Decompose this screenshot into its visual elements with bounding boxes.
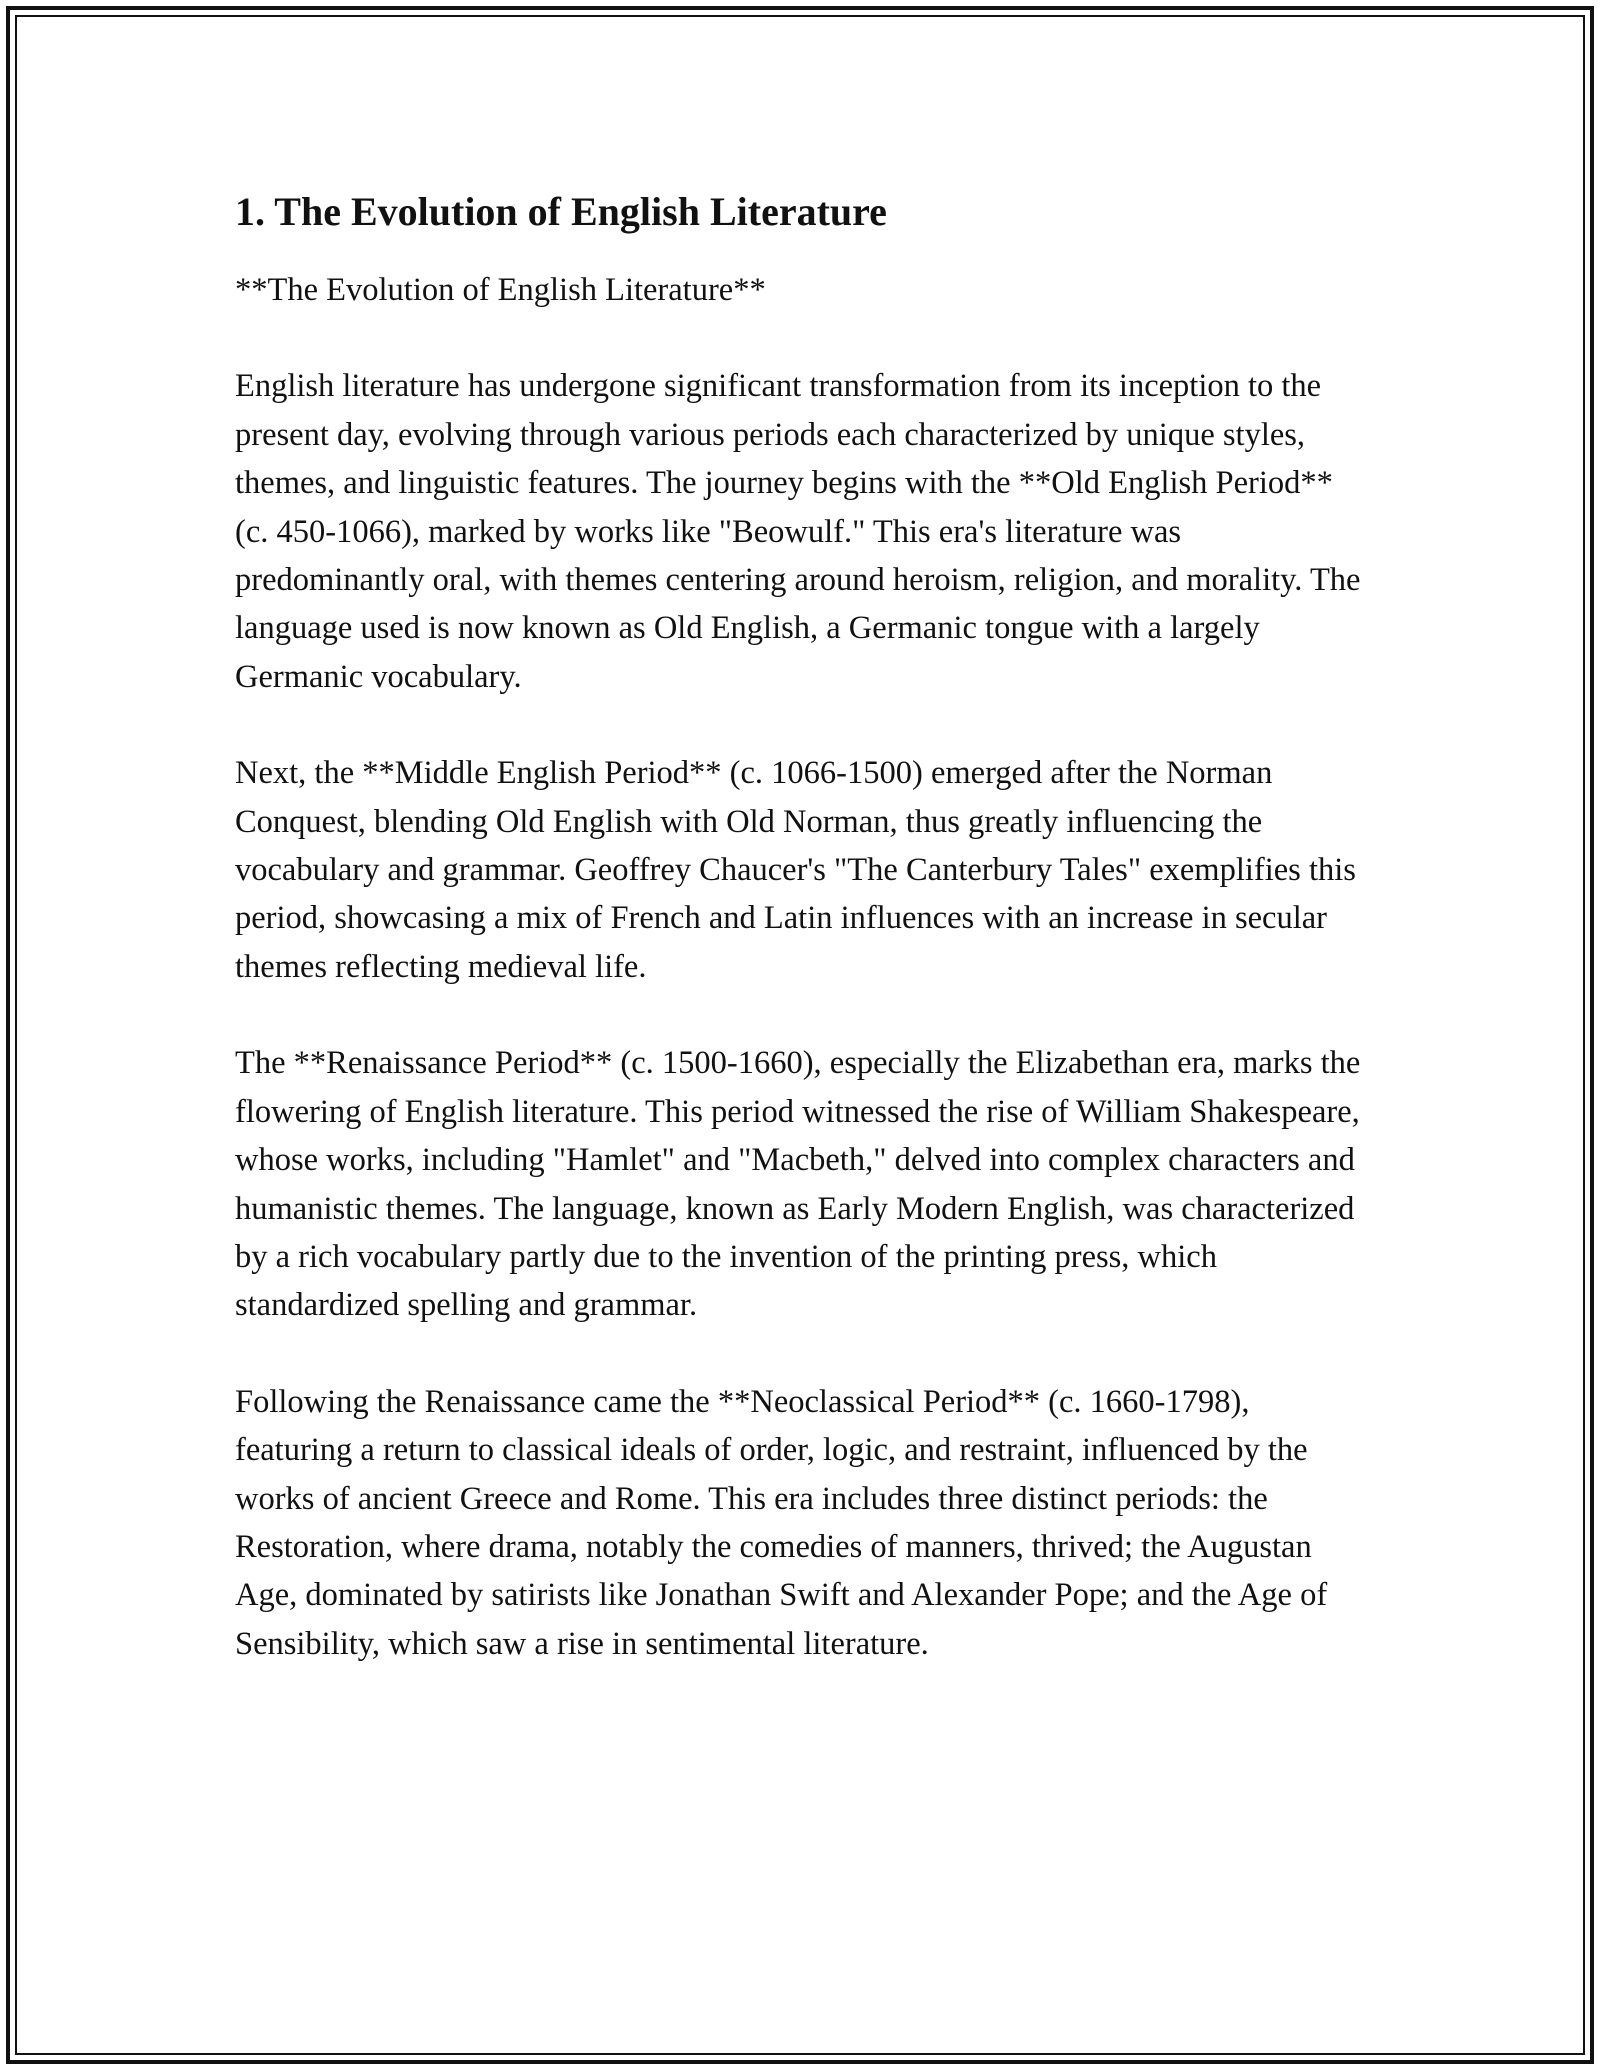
paragraph-middle-english: Next, the **Middle English Period** (c. 1066-1500) emerged after the Norman Conquest, blending Old English with Old Norman, thus greatly influencing the vocabulary and grammar. Geoffrey Chaucer's "The Canterbury Tales" exemplifies this period, showcasing a mix of French and Latin influences with an increase in secular themes reflecting medieval life. <box>235 755 1356 985</box>
paragraph-title-line: **The Evolution of English Literature** <box>235 272 766 308</box>
paragraph-neoclassical: Following the Renaissance came the **Neoclassical Period** (c. 1660-1798), featuring a return to classical ideals of order, logic, and restraint, influenced by the works of ancient Greece and Rome. This era includes three distinct periods: the Restoration, where drama, notably the comedies of manners, thrived; the Augustan Age, dominated by satirists like Jonathan Swift and Alexander Pope; and the Age of Sensibility, which saw a rise in sentimental literature. <box>235 1383 1328 1662</box>
section-heading: 1. The Evolution of English Literature <box>235 189 887 234</box>
paragraph-old-english: English literature has undergone significant transformation from its inception to the present day, evolving through various periods each characterized by unique styles, themes, and linguistic features. The journey begins with the **Old English Period** (c. 450-1066), marked by works like "Beowulf." This era's literature was predominantly oral, with themes centering around heroism, religion, and morality. The language used is now known as Old English, a Germanic tongue with a largely Germanic vocabulary. <box>235 368 1361 695</box>
document-body <box>235 186 1370 1716</box>
paragraph-renaissance: The **Renaissance Period** (c. 1500-1660), especially the Elizabethan era, marks the flowering of English literature. This period witnessed the rise of William Shakespeare, whose works, including "Hamlet" and "Macbeth," delved into complex characters and humanistic themes. The language, known as Early Modern English, was characterized by a rich vocabulary partly due to the invention of the printing press, which standardized spelling and grammar. <box>235 1045 1361 1324</box>
